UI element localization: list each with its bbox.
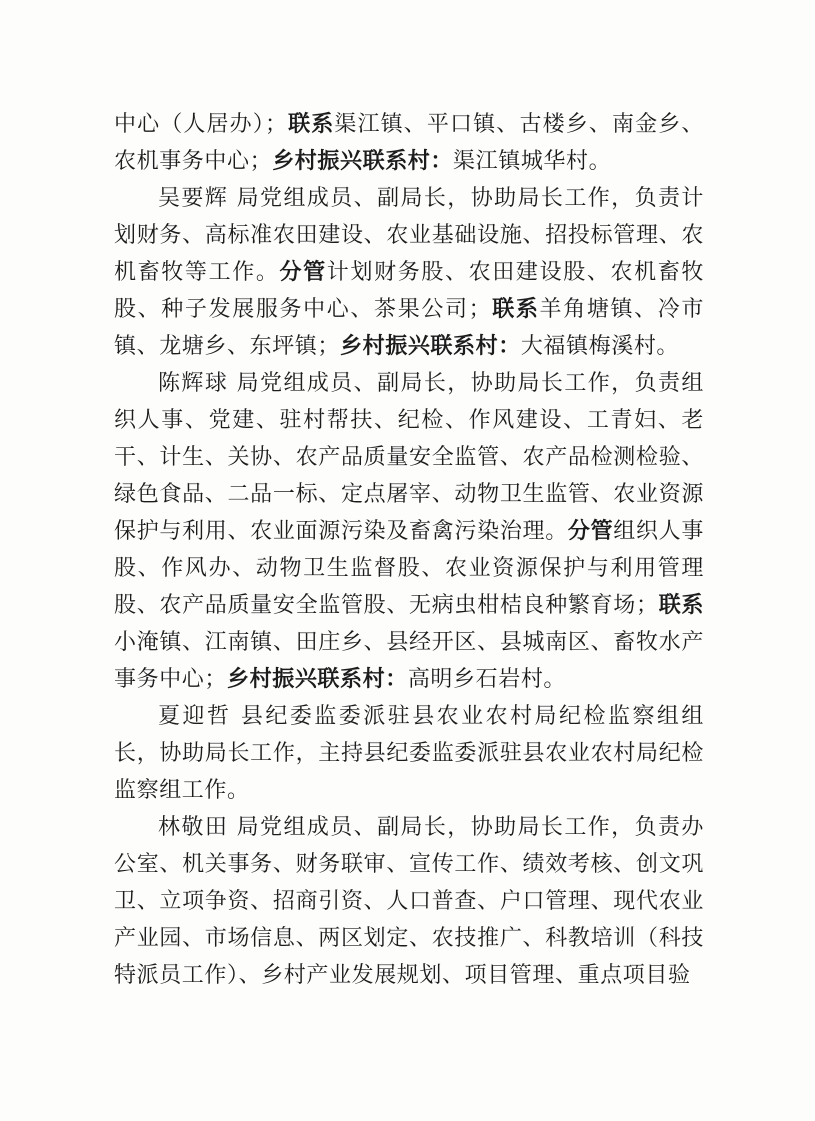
bold-label-lianxi: 联系: [491, 296, 540, 322]
paragraph-continuation: [114, 106, 704, 180]
text-segment: 中心（人居办）；: [114, 112, 288, 137]
text-segment: 计划财务股、农田建设股、农机畜牧股、种子发展服务中心、茶果公司；: [114, 260, 705, 322]
document-body: [114, 106, 704, 994]
bold-label-lianxi: 联系: [287, 111, 335, 137]
text-segment: 羊角塘镇、冷市镇、龙塘乡、东坪镇；: [114, 297, 704, 359]
text-segment: 陈辉球 局党组成员、副局长，协助局长工作，负责组织人事、党建、驻村帮扶、纪检、作风建设、工青妇、老干、计生、关协、农产品质量安全监管、农产品检测检验、绿色食品、二品一标、定点屠宰、动物卫生监管、农业资源保护与利用、农业面源污染及畜禽污染治理。: [114, 371, 704, 544]
paragraph-xia-yingzhe: [114, 698, 704, 809]
paragraph-chen-huiqiu: [114, 365, 704, 698]
text-segment: 渠江镇、平口镇、古楼乡、南金乡、农机事务中心；: [114, 112, 704, 174]
text-segment: 小淹镇、江南镇、田庄乡、县经开区、县城南区、畜牧水产事务中心；: [114, 630, 704, 692]
text-segment: 林敬田 局党组成员、副局长，协助局长工作，负责办公室、机关事务、财务联审、宣传工作、绩效考核、创文巩卫、立项争资、招商引资、人口普查、户口管理、现代农业产业园、市场信息、两区划定、农技推广、科教培训（科技特派员工作）、乡村产业发展规划、项目管理、重点项目验: [114, 815, 704, 988]
bold-label-fenguan: 分管: [279, 259, 327, 285]
text-segment: 高明乡石岩村。: [407, 667, 567, 692]
text-segment: 渠江镇城华村。: [453, 149, 612, 174]
paragraph-lin-jingtian: [114, 809, 704, 994]
text-segment: 吴要辉 局党组成员、副局长，协助局长工作，负责计划财务、高标准农田建设、农业基础设施、招投标管理、农机畜牧等工作。: [114, 186, 704, 285]
paragraph-wu-yaohui: [114, 180, 704, 365]
text-segment: 夏迎哲 县纪委监委派驻县农业农村局纪检监察组组长，协助局长工作，主持县纪委监委派驻县农业农村局纪检监察组工作。: [114, 704, 704, 803]
text-segment: 大福镇梅溪村。: [520, 334, 680, 359]
text-segment: 组织人事股、作风办、动物卫生监督股、农业资源保护与利用管理股、农产品质量安全监管股、无病虫柑桔良种繁育场；: [114, 519, 704, 618]
bold-label-lianxi: 联系: [658, 592, 705, 618]
bold-label-village: 乡村振兴联系村：: [227, 666, 408, 692]
bold-label-village: 乡村振兴联系村：: [272, 148, 454, 174]
bold-label-village: 乡村振兴联系村：: [340, 333, 521, 359]
bold-label-fenguan: 分管: [567, 518, 614, 544]
